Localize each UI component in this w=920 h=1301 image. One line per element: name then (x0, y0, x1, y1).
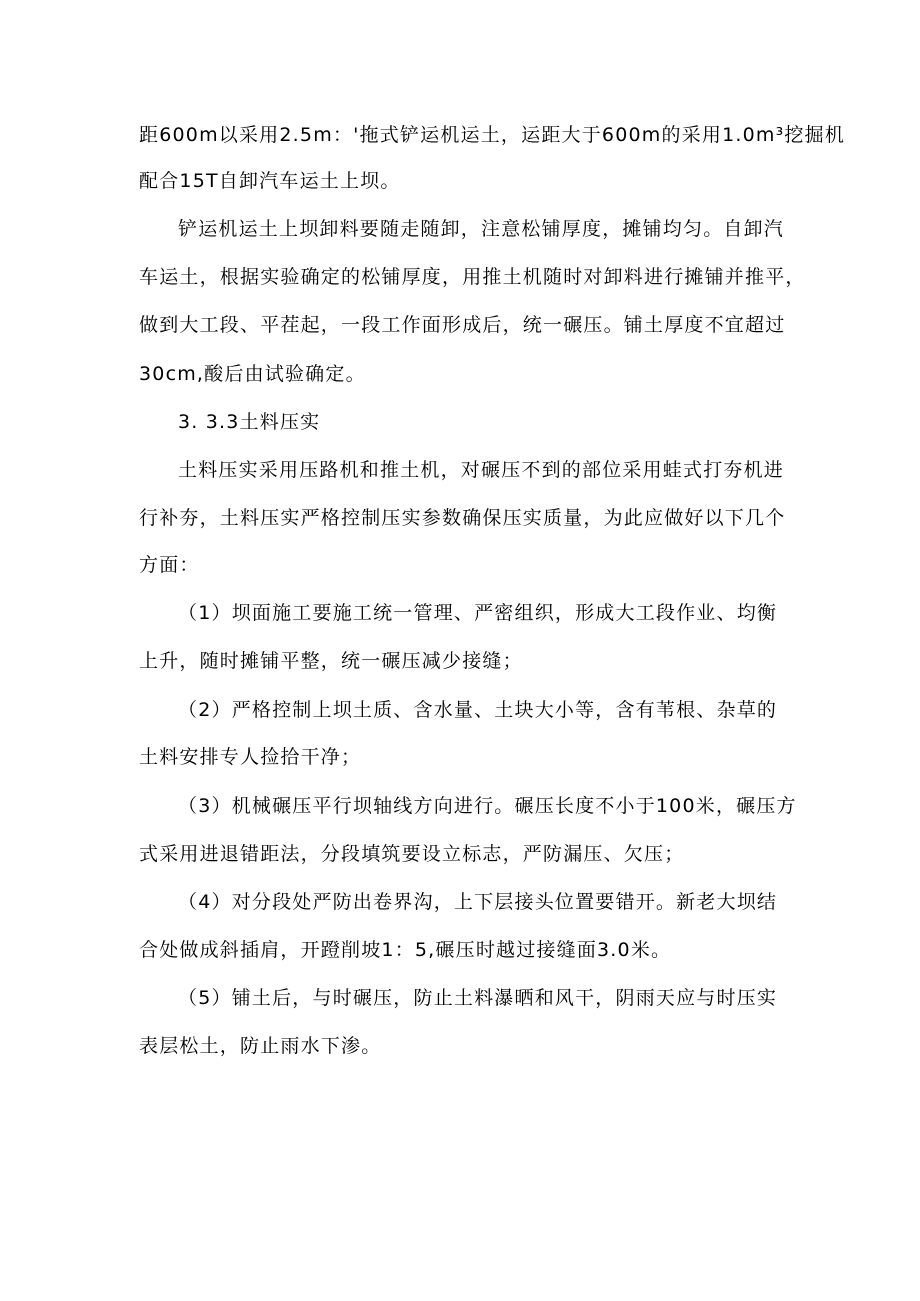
text-line: 上升，随时摊铺平整，统一碾压减少接缝； (139, 650, 523, 672)
text-line: 方面： (139, 554, 200, 576)
list-item-3-line: （3）机械碾压平行坝轴线方向进行。碾压长度不小于100米，碾压方 (178, 795, 797, 817)
list-item-1-line: （1）坝面施工要施工统一管理、严密组织，形成大工段作业、均衡 (178, 602, 778, 624)
list-item-4-line: （4）对分段处严防出卷界沟，上下层接头位置要错开。新老大坝结 (178, 891, 778, 913)
text-line: 车运土，根据实验确定的松铺厚度，用推土机随时对卸料进行摊铺并推平， (139, 266, 806, 288)
text-line: 30cm,酸后由试验确定。 (139, 363, 366, 385)
section-heading: 3. 3.3土料压实 (178, 411, 321, 433)
text-line: 合处做成斜插肩，开蹬削坡1：5,碾压时越过接缝面3.0米。 (139, 939, 672, 961)
text-line: 表层松土，防止雨水下渗。 (139, 1035, 382, 1057)
paragraph-first-line: 土料压实采用压路机和推土机，对碾压不到的部位采用蛙式打夯机进 (178, 459, 785, 481)
text-line: 式采用进退错距法，分段填筑要设立标志，严防漏压、欠压； (139, 843, 685, 865)
list-item-5-line: （5）铺土后，与时碾压，防止土料瀑晒和风干，阴雨天应与时压实 (178, 987, 778, 1009)
text-line: 距600m以采用2.5m：'拖式铲运机运土，运距大于600m的采用1.0m³挖掘机 (139, 124, 846, 146)
list-item-2-line: （2）严格控制上坝土质、含水量、土块大小等，含有苇根、杂草的 (178, 699, 778, 721)
text-line: 做到大工段、平茬起，一段工作面形成后，统一碾压。铺土厚度不宜超过 (139, 314, 786, 336)
paragraph-first-line: 铲运机运土上坝卸料要随走随卸，注意松铺厚度，摊铺均匀。自卸汽 (178, 218, 785, 240)
text-line: 行补夯，土料压实严格控制压实参数确保压实质量，为此应做好以下几个 (139, 507, 786, 529)
text-line: 配合15T自卸汽车运土上坝。 (139, 170, 401, 192)
text-line: 土料安排专人捡拾干净； (139, 746, 362, 768)
